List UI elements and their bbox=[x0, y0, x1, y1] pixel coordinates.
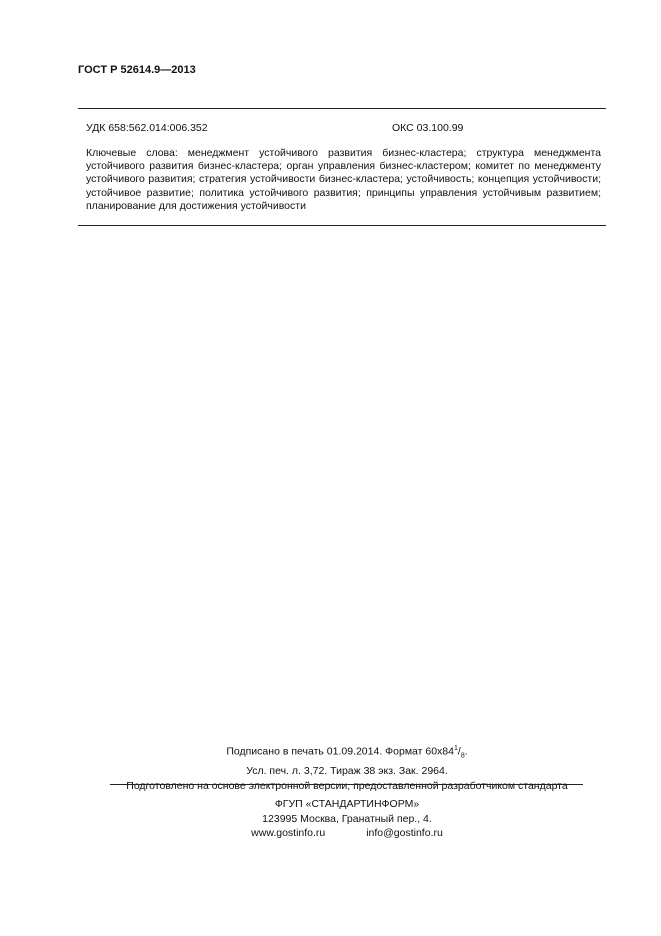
publisher-contacts bbox=[100, 826, 594, 841]
keywords-paragraph: Ключевые слова: менеджмент устойчивого развития бизнес-кластера; структура менеджмента устойчивого развития бизнес-кластера; орган управления бизнес-кластером; комитет по менеджменту устойчивого развития; стратегия устойчивости бизнес-кластера; устойчивость; концепция устойчивости; устойчивое развитие; политика устойчивого развития; принципы управления устойчивым развитием; планирование для достижения устойчивости bbox=[86, 147, 601, 212]
print-imprint bbox=[100, 742, 594, 793]
bottom-divider bbox=[110, 784, 583, 785]
publisher-address: 123995 Москва, Гранатный пер., 4. bbox=[262, 812, 432, 825]
signed-to-print-line: Подписано в печать 01.09.2014. Формат $60x84^1/_8$. bbox=[226, 745, 468, 760]
signed-suffix: . bbox=[464, 745, 468, 758]
format-denominator: 8 bbox=[460, 752, 465, 760]
oks-code: ОКС 03.100.99 bbox=[392, 122, 464, 134]
prepared-line: Подготовлено на основе электронной версии, предоставленной разработчиком стандарта bbox=[126, 779, 568, 792]
udc-code: УДК 658:562.014:006.352 bbox=[86, 122, 208, 134]
publisher-name: ФГУП «СТАНДАРТИНФОРМ» bbox=[274, 798, 420, 810]
document-id: ГОСТ Р 52614.9—2013 bbox=[78, 64, 196, 76]
publisher-website: www.gostinfo.ru bbox=[251, 827, 326, 839]
signed-text: Подписано в печать 01.09.2014. Формат 60x84 bbox=[226, 745, 454, 758]
middle-divider bbox=[78, 225, 606, 226]
publisher-email: info@gostinfo.ru bbox=[366, 827, 443, 839]
top-divider bbox=[78, 108, 606, 109]
publisher-block bbox=[100, 797, 594, 841]
format-numerator: 1 bbox=[453, 745, 458, 752]
print-info-line: Усл. печ. л. 3,72. Тираж 38 экз. Зак. 2964. bbox=[246, 765, 448, 778]
